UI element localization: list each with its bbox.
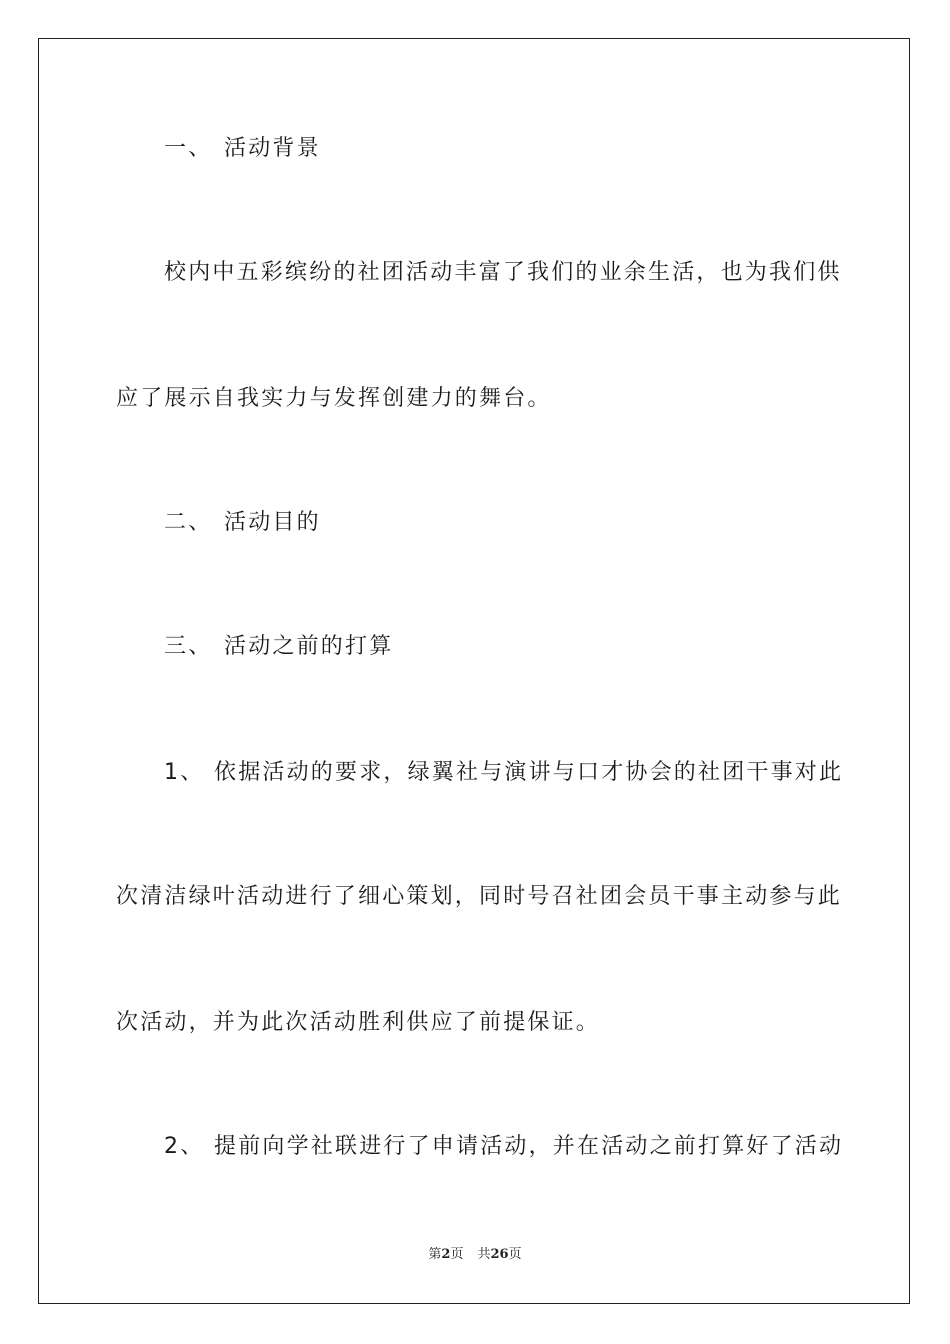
section-title: 活动之前的打算: [224, 634, 394, 659]
page-prefix: 第: [428, 1247, 442, 1262]
section-number: 二、: [164, 510, 213, 535]
list-item-text: 依据活动的要求，绿翼社与演讲与口才协会的社团干事对此: [214, 760, 844, 785]
total-suffix: 页: [508, 1247, 522, 1262]
section-heading-preparation: [164, 632, 393, 662]
section-heading-background: [164, 134, 321, 164]
list-item-number: 1、: [164, 760, 205, 785]
total-prefix: 共: [477, 1247, 491, 1262]
list-item-2: [164, 1132, 843, 1162]
page-footer: [0, 1246, 950, 1264]
page-suffix: 页: [450, 1247, 464, 1262]
paragraph-line: 校内中五彩缤纷的社团活动丰富了我们的业余生活，也为我们供: [164, 260, 842, 285]
list-item-number: 2、: [164, 1134, 205, 1159]
list-item-text: 提前向学社联进行了申请活动，并在活动之前打算好了活动: [214, 1134, 844, 1159]
paragraph-line: 次活动，并为此次活动胜利供应了前提保证。: [116, 1010, 601, 1035]
section-number: 三、: [164, 634, 213, 659]
section-heading-purpose: [164, 508, 321, 538]
page-frame: [38, 38, 910, 1304]
paragraph-line: 次清洁绿叶活动进行了细心策划，同时号召社团会员干事主动参与此: [116, 884, 843, 909]
paragraph-line: 应了展示自我实力与发挥创建力的舞台。: [116, 386, 552, 411]
list-item-1: [164, 758, 843, 788]
section-number: 一、: [164, 136, 213, 161]
section-title: 活动背景: [224, 136, 321, 161]
page-current: 2: [441, 1247, 451, 1262]
section-title: 活动目的: [224, 510, 321, 535]
total-pages: 26: [490, 1247, 509, 1262]
